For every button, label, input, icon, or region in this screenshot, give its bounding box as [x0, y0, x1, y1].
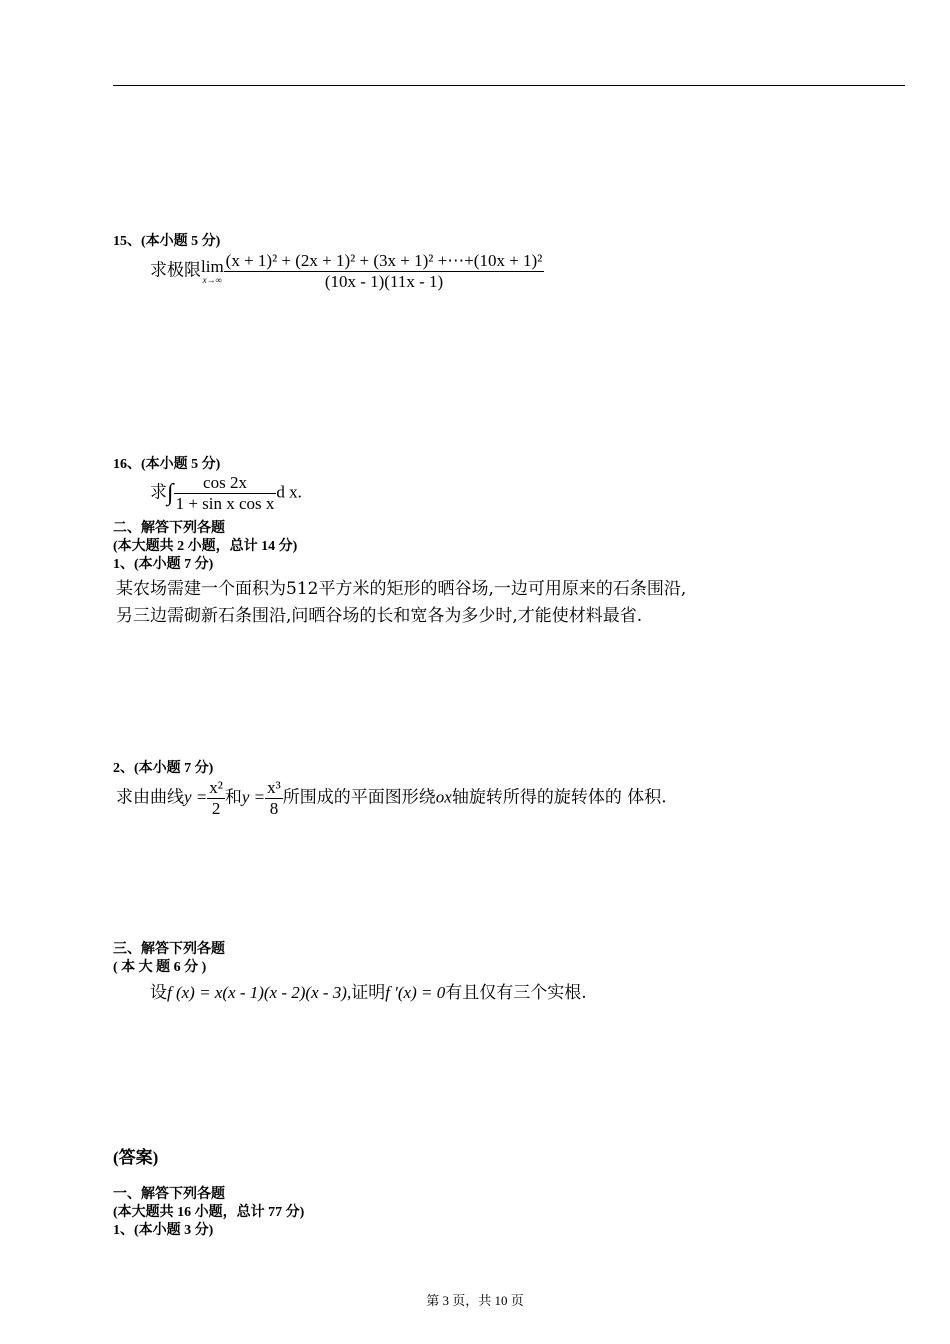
s2-q1-heading: 1、(本小题 7 分) — [113, 557, 214, 572]
section3-title: 三、解答下列各题 — [113, 942, 225, 957]
s2-q1-line1: 某农场需建一个面积为512平方米的矩形的晒谷场,一边可用原来的石条围沿, — [116, 579, 687, 599]
q16-tail: d x. — [276, 482, 302, 502]
answer-section: 一、解答下列各题 — [113, 1187, 225, 1202]
integral-sign: ∫ — [167, 480, 174, 506]
section2-subtitle: (本大题共 2 小题，总计 14 分) — [113, 539, 298, 554]
q15-expression — [150, 251, 544, 292]
s2-q2-expression — [116, 778, 667, 819]
q15-denominator: (10x - 1)(11x - 1) — [324, 272, 444, 291]
answer-subtitle: (本大题共 16 小题，总计 77 分) — [113, 1205, 305, 1220]
section3-subtitle: ( 本 大 题 6 分 ) — [113, 960, 207, 975]
section3-statement: 设f (x) = x(x - 1)(x - 2)(x - 3),证明f ′(x) = 0有且仅有三个实根. — [150, 983, 587, 1003]
q16-denominator: 1 + sin x cos x — [175, 494, 275, 513]
header-rule — [113, 85, 905, 86]
q15-limit: lim x→∞ — [201, 256, 224, 285]
page-footer: 第 3 页，共 10 页 — [426, 1293, 524, 1308]
q16-prompt: 求 — [150, 482, 167, 503]
s2-q2-axis: ox — [435, 787, 452, 807]
s2-q2-frac1: $\frac{\text{x²}}{2}$ — [209, 778, 223, 818]
answer-q1: 1、(本小题 3 分) — [113, 1223, 214, 1238]
s2-q2-y2: y = — [241, 787, 266, 807]
q16-fraction — [174, 473, 277, 514]
section3-expr2: f ′(x) = 0 — [385, 983, 446, 1002]
q15-numerator: (x + 1)² + (2x + 1)² + (3x + 1)² +⋯+(10x + 1)² — [225, 251, 543, 270]
section3-expr: f (x) = x(x - 1)(x - 2)(x - 3), — [167, 983, 352, 1002]
q15-fraction — [224, 251, 545, 292]
q16-numerator: cos 2x — [174, 473, 277, 494]
answer-title: (答案) — [113, 1148, 159, 1167]
s2-q2-y1: y = — [184, 787, 208, 807]
section2-title: 二、解答下列各题 — [113, 521, 225, 536]
s2-q2-pre: 求由曲线 — [116, 787, 184, 808]
s2-q2-post2: 轴旋转所得的旋转体的 体积. — [451, 787, 667, 808]
s2-q2-heading: 2、(本小题 7 分) — [113, 761, 214, 776]
s2-q1-line2: 另三边需砌新石条围沿,问晒谷场的长和宽各为多少时,才能使材料最省. — [116, 606, 643, 626]
q15-heading: 15、(本小题 5 分) — [113, 234, 221, 249]
s2-q2-post: 所围成的平面图形绕 — [282, 787, 436, 808]
q16-expression — [150, 473, 302, 514]
s2-q2-and: 和 — [224, 787, 242, 808]
q16-heading: 16、(本小题 5 分) — [113, 457, 221, 472]
q15-prompt: 求极限 — [150, 260, 201, 281]
s2-q2-frac2: $\frac{\text{x³}}{8}$ — [267, 778, 281, 818]
